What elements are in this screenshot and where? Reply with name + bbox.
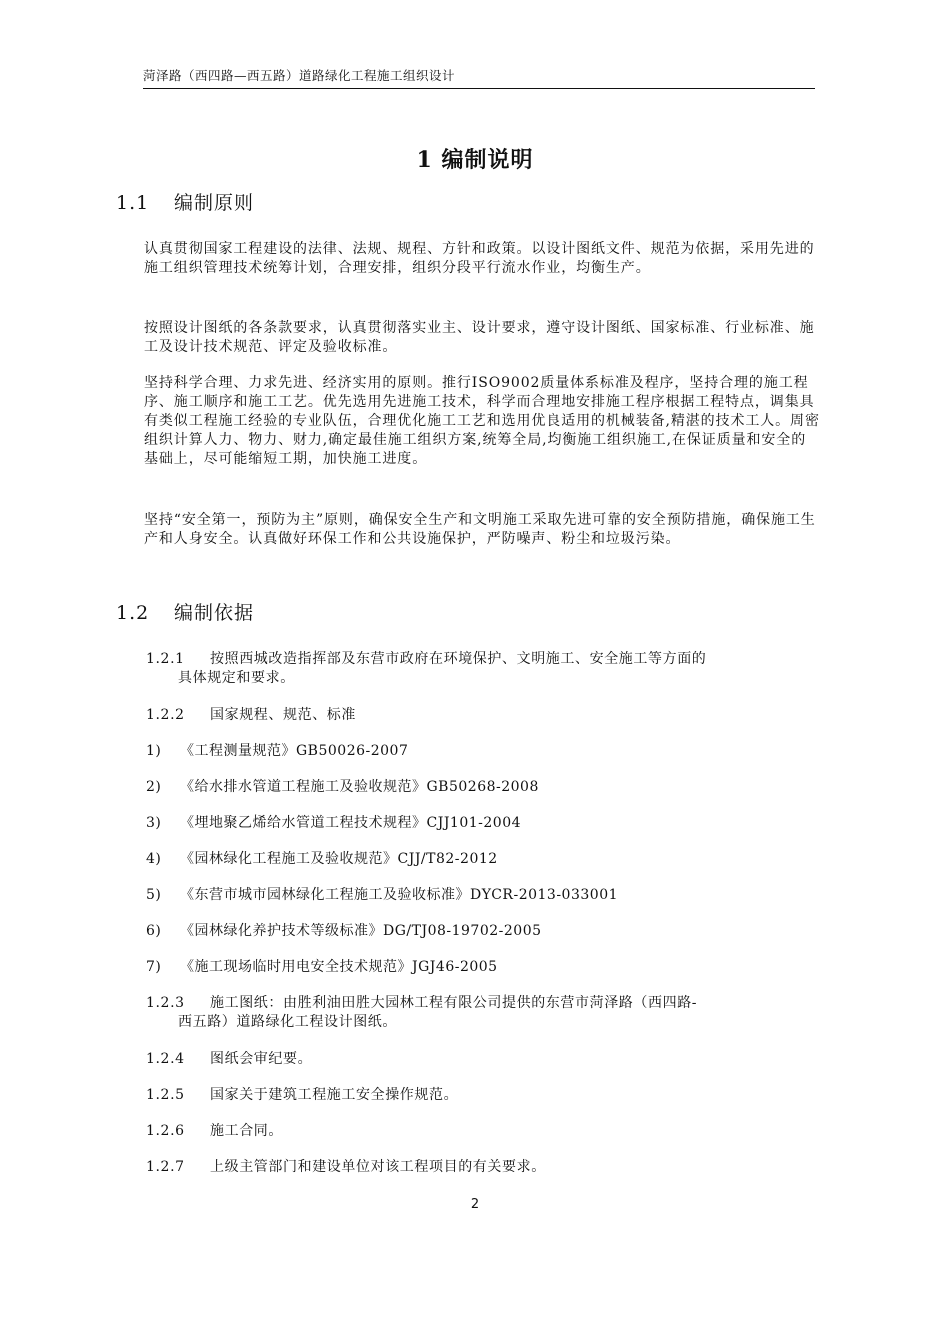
item-text: 图纸会审纪要。 (210, 1051, 313, 1067)
paragraph: 坚持科学合理、力求先进、经济实用的原则。推行ISO9002质量体系标准及程序，坚持合理的施工程序、施工顺序和施工工艺。优先选用先进施工技术，科学而合理地安排施工程序根据工程特点，调集具有类似工程施工经验的专业队伍，合理优化施工工艺和选用优良适用的机械装备,精湛的技术工人。周密组织计算人力、物力、财力,确定最佳施工组织方案,统筹全局,均衡施工组织施工,在保证质量和安全的基础上，尽可能缩短工期，加快施工进度。 (144, 375, 820, 467)
reference-item (146, 886, 618, 905)
item-text-continuation: 西五路）道路绿化工程设计图纸。 (178, 1014, 397, 1030)
item-number: 1.2.2 (146, 707, 185, 723)
reference-text: 《埋地聚乙烯给水管道工程技术规程》CJJ101-2004 (180, 815, 522, 831)
reference-item (146, 778, 539, 797)
item-text: 国家规程、规范、标准 (210, 707, 356, 723)
item-number: 1.2.5 (146, 1087, 185, 1103)
item-number: 1.2.6 (146, 1123, 185, 1139)
section-heading-1-2 (116, 598, 254, 625)
reference-number: 1) (146, 743, 162, 759)
item-text: 施工合同。 (210, 1123, 283, 1139)
reference-text: 《园林绿化工程施工及验收规范》CJJ/T82-2012 (180, 851, 498, 867)
item-text-continuation: 具体规定和要求。 (178, 670, 295, 686)
reference-text: 《施工现场临时用电安全技术规范》JGJ46-2005 (180, 959, 498, 975)
list-item (146, 1050, 820, 1069)
reference-item (146, 850, 498, 869)
item-number: 1.2.4 (146, 1051, 185, 1067)
reference-number: 2) (146, 779, 162, 795)
paragraph: 按照设计图纸的各条款要求，认真贯彻落实业主、设计要求，遵守设计图纸、国家标准、行业标准、施工及设计技术规范、评定及验收标准。 (144, 320, 815, 355)
item-number: 1.2.1 (146, 651, 185, 667)
list-item (146, 1158, 820, 1177)
section-title: 编制依据 (174, 602, 255, 624)
reference-text: 《东营市城市园林绿化工程施工及验收标准》DYCR-2013-033001 (180, 887, 619, 903)
reference-item (146, 958, 498, 977)
item-text: 国家关于建筑工程施工安全操作规范。 (210, 1087, 459, 1103)
item-number: 1.2.7 (146, 1159, 185, 1175)
section-heading-1-1 (116, 188, 254, 215)
reference-item (146, 814, 521, 833)
reference-item (146, 922, 542, 941)
list-item (146, 1122, 820, 1141)
reference-text: 《园林绿化养护技术等级标准》DG/TJ08-19702-2005 (180, 923, 542, 939)
item-text: 按照西城改造指挥部及东营市政府在环境保护、文明施工、安全施工等方面的 (210, 651, 707, 667)
page-number: 2 (470, 1197, 480, 1212)
item-number: 1.2.3 (146, 995, 185, 1011)
chapter-title: 1 编制说明 (416, 147, 534, 173)
list-item (146, 650, 820, 688)
reference-text: 《给水排水管道工程施工及验收规范》GB50268-2008 (180, 779, 539, 795)
page-header: 菏泽路（西四路—西五路）道路绿化工程施工组织设计 (143, 66, 815, 89)
section-title: 编制原则 (174, 192, 255, 214)
reference-item (146, 742, 408, 761)
section-number: 1.1 (116, 192, 150, 214)
list-item (146, 994, 820, 1032)
list-item (146, 706, 820, 725)
reference-number: 4) (146, 851, 162, 867)
reference-number: 7) (146, 959, 162, 975)
item-text: 施工图纸：由胜利油田胜大园林工程有限公司提供的东营市菏泽路（西四路- (210, 995, 698, 1011)
reference-number: 3) (146, 815, 162, 831)
paragraph: 坚持“安全第一，预防为主”原则，确保安全生产和文明施工采取先进可靠的安全预防措施，确保施工生产和人身安全。认真做好环保工作和公共设施保护，严防噪声、粉尘和垃圾污染。 (144, 512, 816, 547)
section-number: 1.2 (116, 602, 150, 624)
reference-number: 6) (146, 923, 162, 939)
reference-number: 5) (146, 887, 162, 903)
item-text: 上级主管部门和建设单位对该工程项目的有关要求。 (210, 1159, 546, 1175)
list-item (146, 1086, 820, 1105)
paragraph: 认真贯彻国家工程建设的法律、法规、规程、方针和政策。以设计图纸文件、规范为依据，采用先进的施工组织管理技术统筹计划，合理安排，组织分段平行流水作业，均衡生产。 (144, 241, 815, 276)
reference-text: 《工程测量规范》GB50026-2007 (180, 743, 409, 759)
